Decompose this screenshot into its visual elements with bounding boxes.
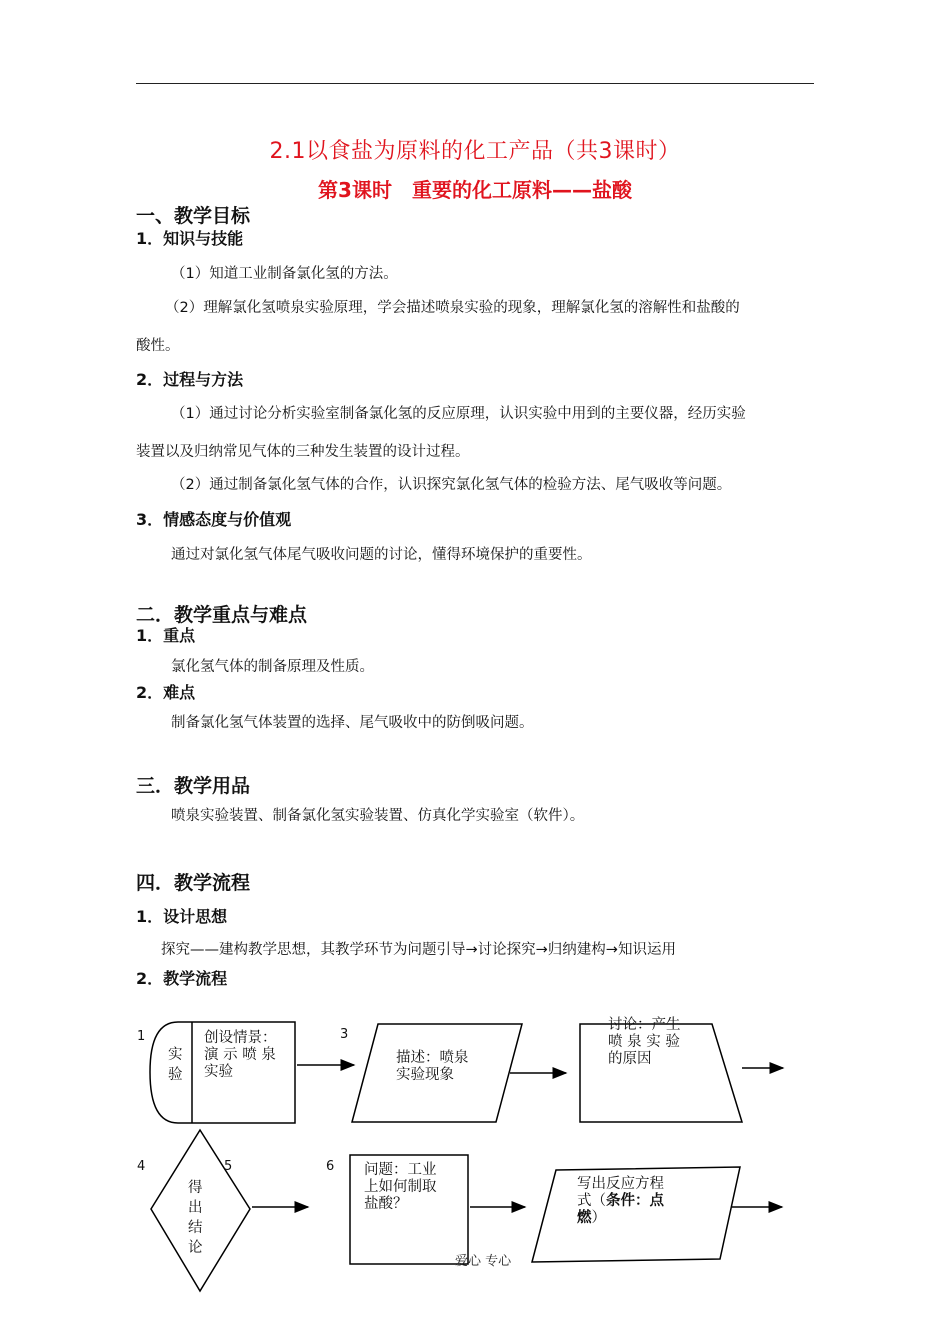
page-footer: 爱心 专心	[455, 1254, 512, 1269]
subheading-process-methods: 2．过程与方法	[136, 370, 244, 389]
step-number: 5	[224, 1159, 233, 1174]
flow-box-discuss-label: 讨论：产生 喷 泉 实 验 的原因	[608, 1017, 681, 1067]
section-heading-key-points: 二．教学重点与难点	[136, 604, 308, 626]
subheading-difficulty: 2．难点	[136, 683, 196, 702]
step-number: 3	[340, 1027, 349, 1042]
paragraph: （1）知道工业制备氯化氢的方法。	[171, 266, 398, 282]
document-subtitle: 第3课时 重要的化工原料——盐酸	[318, 178, 632, 202]
subheading-teaching-flow: 2．教学流程	[136, 969, 228, 988]
subheading-knowledge-skills: 1．知识与技能	[136, 229, 244, 248]
paragraph: 通过对氯化氢气体尾气吸收问题的讨论，懂得环境保护的重要性。	[171, 547, 592, 563]
paragraph: 探究——建构教学思想，其教学环节为问题引导→讨论探究→归纳建构→知识运用	[161, 942, 676, 958]
section-heading-objectives: 一、教学目标	[136, 205, 251, 227]
flow-box-question-label: 问题：工业 上如何制取 盐酸？	[364, 1162, 437, 1212]
paragraph: 氯化氢气体的制备原理及性质。	[171, 659, 374, 675]
paragraph: 装置以及归纳常见气体的三种发生装置的设计过程。	[136, 444, 470, 460]
paragraph: （1）通过讨论分析实验室制备氯化氢的反应原理，认识实验中用到的主要仪器，经历实验	[171, 406, 746, 422]
paragraph: 制备氯化氢气体装置的选择、尾气吸收中的防倒吸问题。	[171, 715, 534, 731]
flow-box-describe-label: 描述：喷泉 实验现象	[396, 1050, 469, 1083]
flow-box-experiment-side-label: 实 验	[168, 1047, 183, 1083]
subheading-focus: 1．重点	[136, 626, 196, 645]
flow-diamond-label: 得 出 结 论	[188, 1180, 203, 1256]
subheading-design-idea: 1．设计思想	[136, 907, 228, 926]
section-heading-flow: 四．教学流程	[136, 872, 251, 894]
paragraph: 喷泉实验装置、制备氯化氢实验装置、仿真化学实验室（软件）。	[171, 808, 585, 824]
flow-box-equation-label: 写出反应方程 式（条件：点 燃）	[577, 1176, 664, 1226]
step-number: 6	[326, 1159, 335, 1174]
step-number: 4	[137, 1159, 146, 1174]
flow-box-experiment-label: 创设情景： 演 示 喷 泉 实验	[204, 1030, 277, 1080]
paragraph: （2）理解氯化氢喷泉实验原理，学会描述喷泉实验的现象，理解氯化氢的溶解性和盐酸的	[165, 300, 740, 316]
paragraph: 酸性。	[136, 338, 180, 354]
document-title: 2.1以食盐为原料的化工产品（共3课时）	[269, 139, 681, 164]
section-heading-materials: 三．教学用品	[136, 775, 251, 797]
step-number: 1	[137, 1029, 146, 1044]
paragraph: （2）通过制备氯化氢气体的合作，认识探究氯化氢气体的检验方法、尾气吸收等问题。	[171, 477, 732, 493]
subheading-attitudes-values: 3．情感态度与价值观	[136, 510, 292, 529]
